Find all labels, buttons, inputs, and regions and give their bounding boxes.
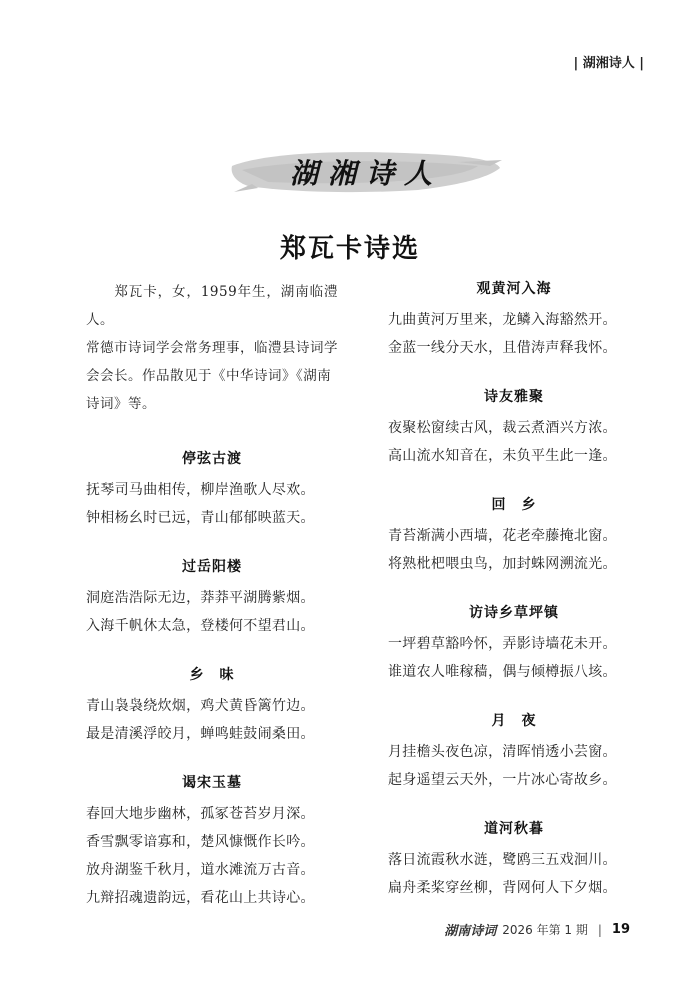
poem-title: 停弦古渡	[182, 451, 242, 467]
poem-line: 九曲黄河万里来，龙鳞入海豁然开。	[388, 312, 617, 328]
footer-separator: |	[597, 922, 602, 937]
bio-line: 郑瓦卡，女，1959年生，湖南临澧人。	[86, 284, 338, 328]
poem-line: 月挂檐头夜色凉，清晖悄透小芸窗。	[388, 744, 617, 760]
poem	[86, 448, 338, 532]
poem	[388, 494, 640, 578]
poem-title: 诗友雅聚	[484, 389, 544, 405]
poem	[86, 556, 338, 640]
poem-title: 回 乡	[491, 497, 537, 513]
poem-line: 起身遥望云天外，一片冰心寄故乡。	[388, 772, 617, 788]
right-column	[388, 278, 640, 926]
poem-title: 访诗乡草坪镇	[469, 605, 559, 621]
left-column	[86, 278, 338, 936]
poem	[388, 710, 640, 794]
poem	[388, 602, 640, 686]
poem-line: 金蓝一线分天水，且借涛声释我怀。	[388, 340, 617, 356]
article-title: 郑瓦卡诗选	[279, 234, 420, 264]
poem-line: 落日流霞秋水涟，鹭鸥三五戏洄川。	[388, 852, 617, 868]
poem-line: 一坪碧草豁吟怀，弄影诗墙花未开。	[388, 636, 617, 652]
poem-line: 入海千帆休太急，登楼何不望君山。	[86, 618, 315, 634]
poem-line: 最是清溪浮皎月，蝉鸣蛙鼓闹桑田。	[86, 726, 315, 742]
banner-title: 湖湘诗人	[289, 157, 442, 190]
poem-line: 青苔渐满小西墙，花老牵藤掩北窗。	[388, 528, 617, 544]
poem	[388, 386, 640, 470]
poem-line: 抚琴司马曲相传，柳岸渔歌人尽欢。	[86, 482, 315, 498]
poem	[86, 772, 338, 912]
poem-line: 九辩招魂遗韵远，看花山上共诗心。	[86, 890, 315, 906]
section-tag: | 湖湘诗人 |	[573, 56, 644, 71]
poem-line: 钟相杨幺时已远，青山郁郁映蓝天。	[86, 510, 315, 526]
page-number: 19	[611, 922, 630, 937]
poem-title: 道河秋暮	[484, 821, 544, 837]
poem	[388, 278, 640, 362]
poem-line: 春回大地步幽林，孤冢苍苔岁月深。	[86, 806, 315, 822]
poem	[388, 818, 640, 902]
poem-title: 月 夜	[491, 713, 537, 729]
poem-line: 扁舟柔桨穿丝柳，背网何人下夕烟。	[388, 880, 617, 896]
column-banner	[228, 146, 504, 196]
issue-label: 2026 年第 1 期	[502, 923, 588, 937]
poem-title: 谒宋玉墓	[182, 775, 242, 791]
poem-title: 观黄河入海	[476, 281, 552, 297]
poem	[86, 664, 338, 748]
poem-line: 洞庭浩浩际无边，莽莽平湖腾紫烟。	[86, 590, 315, 606]
poem-line: 高山流水知音在，未负平生此一逢。	[388, 448, 617, 464]
poem-line: 将熟枇杷喂虫鸟，加封蛛网溯流光。	[388, 556, 617, 572]
poem-line: 青山袅袅绕炊烟，鸡犬黄昏篱竹边。	[86, 698, 315, 714]
poem-line: 谁道农人唯稼穑，偶与倾樽振八垓。	[388, 664, 617, 680]
poem-line: 夜聚松窗续古风，裁云煮酒兴方浓。	[388, 420, 617, 436]
bio-line: 常德市诗词学会常务理事，临澧县诗词学	[86, 340, 338, 356]
poem-title: 过岳阳楼	[182, 559, 242, 575]
magazine-logo: 湖南诗词	[444, 924, 497, 939]
poem-line: 放舟湖鉴千秋月，道水滩流万古音。	[86, 862, 315, 878]
bio-line: 会会长。作品散见于《中华诗词》《湖南	[86, 368, 332, 384]
bio-line: 诗词》等。	[86, 396, 156, 412]
poem-line: 香雪飘零谙寡和，楚风慷慨作长吟。	[86, 834, 315, 850]
page-footer	[444, 920, 630, 939]
author-bio	[86, 278, 338, 418]
poem-title: 乡 味	[189, 667, 235, 683]
